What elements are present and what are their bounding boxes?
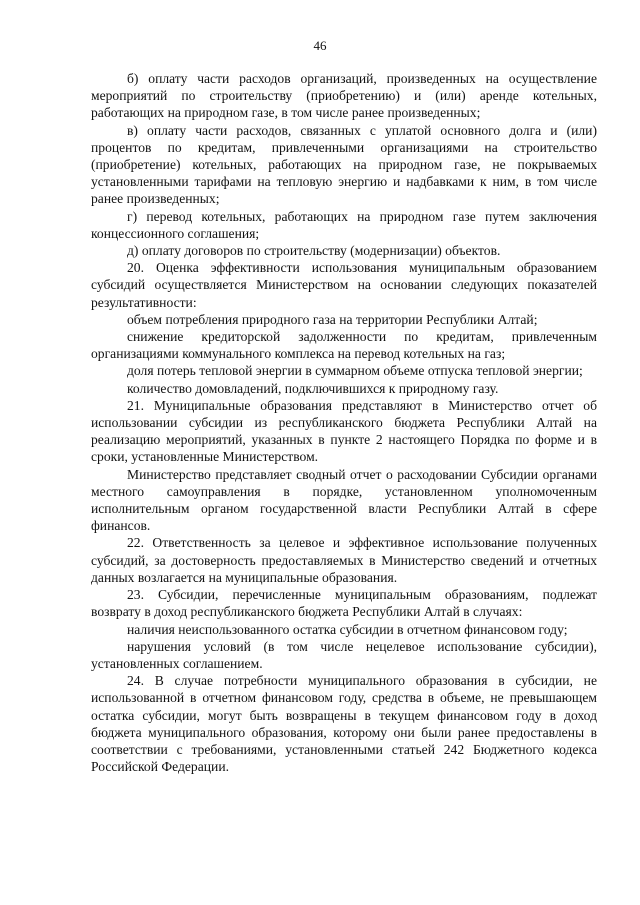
- indicator-gas-consumption: объем потребления природного газа на территории Республики Алтай;: [127, 311, 538, 327]
- paragraph-21-summary: Министерство представляет сводный отчет о расходовании Субсидии органами местного самоуправления в порядке, установленном уполномоченным исполнительным органом государственной власти Республики Алтай в сфере финансов.: [91, 466, 597, 534]
- paragraph-24: 24. В случае потребности муниципального образования в субсидии, не использованной в отчетном финансовом году, средства в объеме, не превышающем остатка субсидии, могут быть возвращены в текущем финансовом году в доход бюджета муниципального образования, которому они были ранее предоставлены в соответствии с требованиями, установленными статьей 242 Бюджетного кодекса Российской Федерации.: [91, 673, 597, 775]
- page-number: 46: [313, 38, 327, 53]
- document-body: [91, 70, 597, 775]
- case-violation: нарушения условий (в том числе нецелевое использование субсидии), установленных соглашением.: [91, 638, 597, 671]
- case-unused-balance: наличия неиспользованного остатка субсидии в отчетном финансовом году;: [127, 621, 568, 637]
- indicator-debt-reduction: снижение кредиторской задолженности по кредитам, привлеченным организациями коммунального комплекса на перевод котельных на газ;: [91, 329, 597, 362]
- paragraph-g: г) перевод котельных, работающих на природном газе путем заключения концессионного соглашения;: [91, 208, 597, 241]
- indicator-households: количество домовладений, подключившихся к природному газу.: [127, 380, 499, 396]
- paragraph-b: б) оплату части расходов организаций, произведенных на осуществление мероприятий по строительству (приобретению) и (или) аренде котельных, работающих на природном газе, в том числе ранее произведенных;: [91, 71, 597, 121]
- paragraph-d: д) оплату договоров по строительству (модернизации) объектов.: [127, 243, 501, 259]
- paragraph-22: 22. Ответственность за целевое и эффективное использование полученных субсидий, за достоверность предоставляемых в Министерство сведений и отчетных данных возлагается на муниципальные образования.: [91, 535, 597, 585]
- paragraph-20: 20. Оценка эффективности использования муниципальным образованием субсидий осуществляется Министерством на основании следующих показателей результативности:: [91, 260, 597, 310]
- indicator-heat-loss: доля потерь тепловой энергии в суммарном объеме отпуска тепловой энергии;: [127, 363, 583, 379]
- paragraph-23: 23. Субсидии, перечисленные муниципальным образованиям, подлежат возврату в доход республиканского бюджета Республики Алтай в случаях:: [91, 587, 597, 620]
- paragraph-21: 21. Муниципальные образования представляют в Министерство отчет об использовании субсидии из республиканского бюджета Республики Алтай на реализацию мероприятий, указанных в пункте 2 настоящего Порядка по форме и в сроки, установленные Министерством.: [91, 397, 597, 465]
- paragraph-v: в) оплату части расходов, связанных с уплатой основного долга и (или) процентов по кредитам, привлеченными организациями на строительство (приобретение) котельных, работающих на природном газе, не покрываемых установленными тарифами на тепловую энергию и надбавками к ним, в том числе ранее произведенных;: [91, 122, 597, 207]
